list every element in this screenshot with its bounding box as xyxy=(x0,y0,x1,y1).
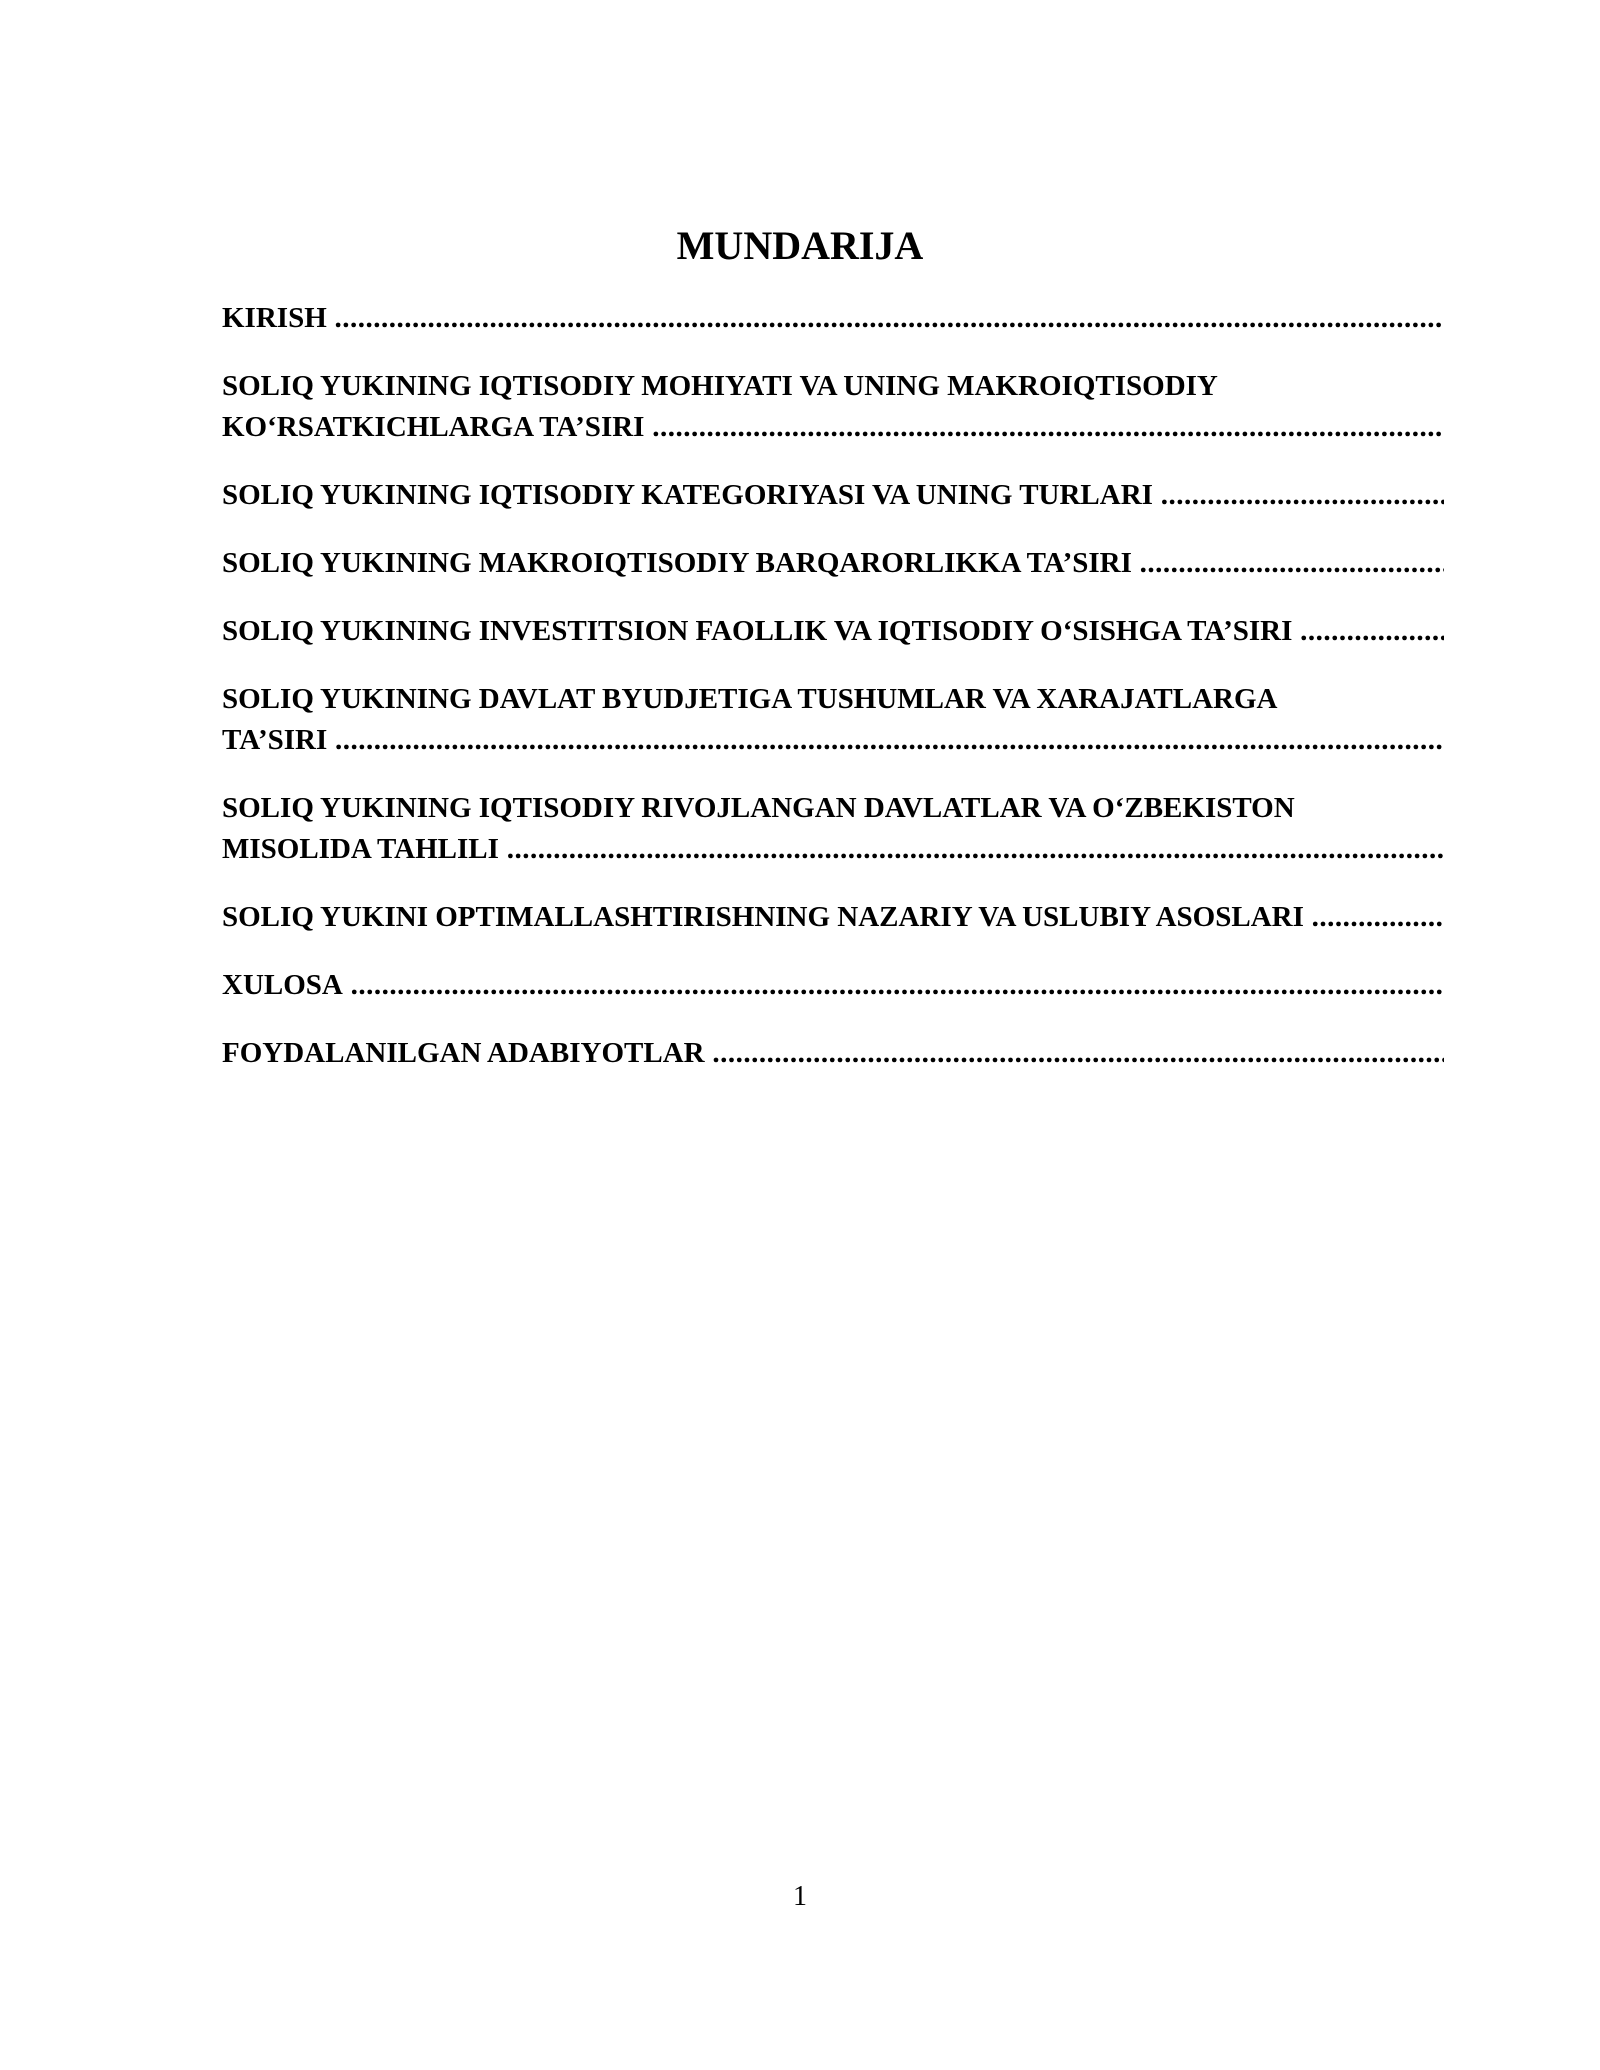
toc-entry-optimallashtirish xyxy=(222,897,1444,938)
table-of-contents xyxy=(222,298,1444,1101)
toc-entry-soliq-yuki-mohiyati xyxy=(222,366,1444,448)
toc-entry-line: KO‘RSATKICHLARGA TA’SIRI ..... xyxy=(222,407,1444,448)
toc-entry-adabiyotlar xyxy=(222,1033,1444,1074)
toc-entry-kategoriyasi xyxy=(222,475,1444,516)
page-number: 1 xyxy=(793,1881,807,1912)
toc-entry-line: SOLIQ YUKINING IQTISODIY RIVOJLANGAN DAVLATLAR VA O‘ZBEKISTON xyxy=(222,792,1295,824)
toc-entry-line: MISOLIDA TAHLILI ..... xyxy=(222,829,1444,870)
toc-entry-line: SOLIQ YUKINING MAKROIQTISODIY BARQARORLIKKA TA’SIRI ..... xyxy=(222,543,1444,584)
toc-entry-investitsion-faollik xyxy=(222,611,1444,652)
toc-entry-line: SOLIQ YUKINING IQTISODIY MOHIYATI VA UNING MAKROIQTISODIY xyxy=(222,370,1218,402)
toc-entry-line: SOLIQ YUKINI OPTIMALLASHTIRISHNING NAZARIY VA USLUBIY ASOSLARI ..... xyxy=(222,897,1444,938)
toc-entry-line: XULOSA ..... xyxy=(222,965,1444,1006)
toc-entry-line: FOYDALANILGAN ADABIYOTLAR ..... xyxy=(222,1033,1444,1074)
toc-entry-line: SOLIQ YUKINING DAVLAT BYUDJETIGA TUSHUMLAR VA XARAJATLARGA xyxy=(222,683,1278,715)
toc-entry-line: SOLIQ YUKINING IQTISODIY KATEGORIYASI VA UNING TURLARI ..... xyxy=(222,475,1444,516)
toc-entry-line: KIRISH ..... xyxy=(222,298,1444,339)
toc-title: MUNDARIJA xyxy=(676,223,924,268)
toc-entry-barqarorlik xyxy=(222,543,1444,584)
toc-entry-davlat-byudjeti xyxy=(222,679,1444,761)
toc-entry-line: SOLIQ YUKINING INVESTITSION FAOLLIK VA IQTISODIY O‘SISHGA TA’SIRI ..... xyxy=(222,611,1444,652)
toc-entry-line: TA’SIRI ..... xyxy=(222,720,1444,761)
toc-entry-xulosa xyxy=(222,965,1444,1006)
toc-entry-kirish xyxy=(222,298,1444,339)
toc-entry-rivojlangan-davlatlar xyxy=(222,788,1444,870)
